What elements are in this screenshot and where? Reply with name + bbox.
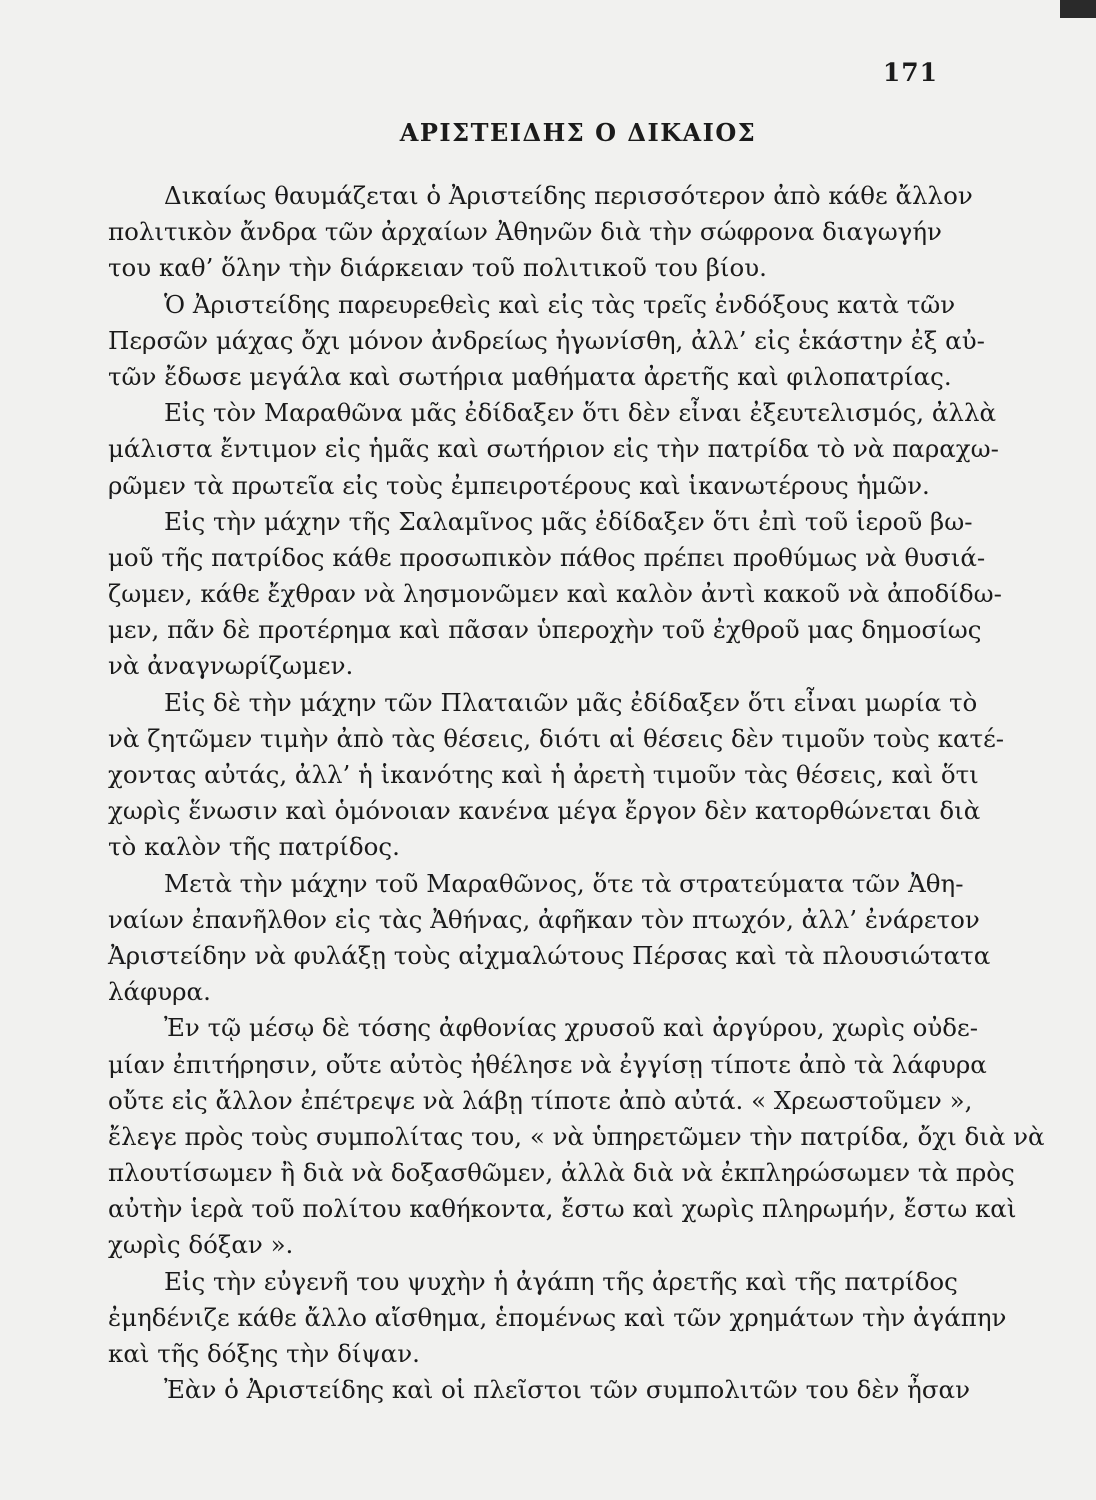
text-line: Περσῶν μάχας ὄχι μόνον ἀνδρείως ἠγωνίσθη, ἀλλ’ εἰς ἑκάστην ἐξ αὐ- xyxy=(108,325,985,355)
body-text xyxy=(108,178,1045,1408)
text-line: Ὁ Ἀριστείδης παρευρεθεὶς καὶ εἰς τὰς τρεῖς ἐνδόξους κατὰ τῶν xyxy=(164,289,956,319)
text-line: νὰ ζητῶμεν τιμὴν ἀπὸ τὰς θέσεις, διότι αἱ θέσεις δὲν τιμοῦν τοὺς κατέ- xyxy=(108,723,1005,753)
text-line: Εἰς τὴν εὐγενῆ του ψυχὴν ἡ ἀγάπη τῆς ἀρετῆς καὶ τῆς πατρίδος xyxy=(164,1266,958,1296)
text-line: Δικαίως θαυμάζεται ὁ Ἀριστείδης περισσότερον ἀπὸ κάθε ἄλλον xyxy=(164,181,973,210)
text-line: του καθ’ ὅλην τὴν διάρκειαν τοῦ πολιτικοῦ του βίου. xyxy=(108,253,767,283)
scan-corner-mark xyxy=(1060,0,1096,18)
text-line: τῶν ἔδωσε μεγάλα καὶ σωτήρια μαθήματα ἀρετῆς καὶ φιλοπατρίας. xyxy=(108,361,952,391)
text-line: ναίων ἐπανῆλθον εἰς τὰς Ἀθήνας, ἀφῆκαν τὸν πτωχόν, ἀλλ’ ἐνάρετον xyxy=(108,904,980,934)
text-line: ἐμηδένιζε κάθε ἄλλο αἴσθημα, ἑπομένως καὶ τῶν χρημάτων τὴν ἀγάπην xyxy=(108,1302,1007,1332)
text-line: καὶ τῆς δόξης τὴν δίψαν. xyxy=(108,1339,420,1368)
text-line: Ἀριστείδην νὰ φυλάξῃ τοὺς αἰχμαλώτους Πέρσας καὶ τὰ πλουσιώτατα xyxy=(108,940,991,970)
text-line: λάφυρα. xyxy=(108,977,211,1007)
text-line: αὐτὴν ἱερὰ τοῦ πολίτου καθήκοντα, ἔστω καὶ χωρὶς πληρωμήν, ἔστω καὶ xyxy=(108,1194,1017,1224)
text-line: πλουτίσωμεν ἢ διὰ νὰ δοξασθῶμεν, ἀλλὰ διὰ νὰ ἐκπληρώσωμεν τὰ πρὸς xyxy=(108,1158,1015,1188)
text-line: χοντας αὐτάς, ἀλλ’ ἡ ἱκανότης καὶ ἡ ἀρετὴ τιμοῦν τὰς θέσεις, καὶ ὅτι xyxy=(108,760,979,789)
text-line: Εἰς τὸν Μαραθῶνα μᾶς ἐδίδαξεν ὅτι δὲν εἶναι ἐξευτελισμός, ἀλλὰ xyxy=(164,398,997,428)
text-line: Εἰς τὴν μάχην τῆς Σαλαμῖνος μᾶς ἐδίδαξεν ὅτι ἐπὶ τοῦ ἱεροῦ βω- xyxy=(164,506,973,536)
text-line: ρῶμεν τὰ πρωτεῖα εἰς τοὺς ἐμπειροτέρους καὶ ἱκανωτέρους ἡμῶν. xyxy=(108,470,930,500)
text-line: Εἰς δὲ τὴν μάχην τῶν Πλαταιῶν μᾶς ἐδίδαξεν ὅτι εἶναι μωρία τὸ xyxy=(164,687,978,717)
page-number: 171 xyxy=(882,58,938,87)
text-line: τὸ καλὸν τῆς πατρίδος. xyxy=(108,832,400,862)
text-line: χωρὶς δόξαν ». xyxy=(108,1230,294,1260)
text-line: μοῦ τῆς πατρίδος κάθε προσωπικὸν πάθος πρέπει προθύμως νὰ θυσιά- xyxy=(108,542,986,572)
text-line: χωρὶς ἕνωσιν καὶ ὁμόνοιαν κανένα μέγα ἔργον δὲν κατορθώνεται διὰ xyxy=(108,796,981,826)
text-line: Μετὰ τὴν μάχην τοῦ Μαραθῶνος, ὅτε τὰ στρατεύματα τῶν Ἀθη- xyxy=(164,868,964,898)
text-line: νὰ ἀναγνωρίζωμεν. xyxy=(108,651,354,681)
text-line: μεν, πᾶν δὲ προτέρημα καὶ πᾶσαν ὑπεροχὴν τοῦ ἐχθροῦ μας δημοσίως xyxy=(108,615,982,645)
text-line: ἔλεγε πρὸς τοὺς συμπολίτας του, « νὰ ὑπηρετῶμεν τὴν πατρίδα, ὄχι διὰ νὰ xyxy=(108,1121,1045,1151)
text-line: οὔτε εἰς ἄλλον ἐπέτρεψε νὰ λάβῃ τίποτε ἀπὸ αὐτά. « Χρεωστοῦμεν », xyxy=(108,1085,973,1115)
text-line: Ἐὰν ὁ Ἀριστείδης καὶ οἱ πλεῖστοι τῶν συμπολιτῶν του δὲν ἦσαν xyxy=(164,1375,970,1405)
text-line: μίαν ἐπιτήρησιν, οὔτε αὐτὸς ἠθέλησε νὰ ἐγγίσῃ τίποτε ἀπὸ τὰ λάφυρα xyxy=(108,1049,987,1079)
text-line: Ἐν τῷ μέσῳ δὲ τόσης ἀφθονίας χρυσοῦ καὶ ἀργύρου, χωρὶς οὐδε- xyxy=(164,1013,979,1043)
text-line: πολιτικὸν ἄνδρα τῶν ἀρχαίων Ἀθηνῶν διὰ τὴν σώφρονα διαγωγήν xyxy=(108,217,942,247)
text-line: ζωμεν, κάθε ἔχθραν νὰ λησμονῶμεν καὶ καλὸν ἀντὶ κακοῦ νὰ ἀποδίδω- xyxy=(108,579,1002,609)
page-title: ΑΡΙΣΤΕΙΔΗΣ Ο ΔΙΚΑΙΟΣ xyxy=(399,118,757,147)
text-line: μάλιστα ἔντιμον εἰς ἡμᾶς καὶ σωτήριον εἰς τὴν πατρίδα τὸ νὰ παραχω- xyxy=(108,434,999,464)
